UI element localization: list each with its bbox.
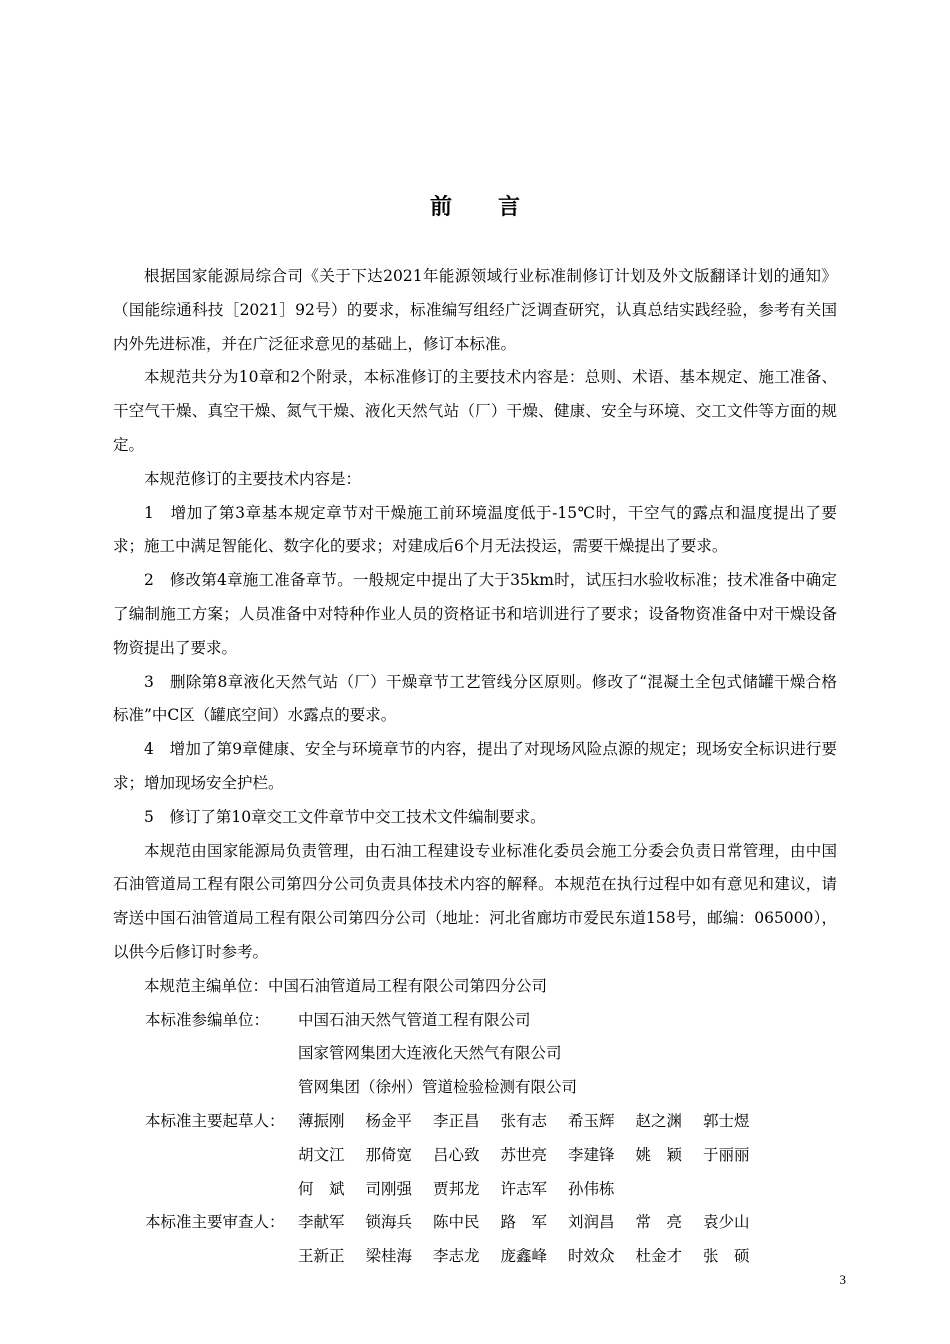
drafter-name: 贾邦龙 — [433, 1179, 480, 1198]
drafter-name: 李正昌 — [433, 1111, 480, 1130]
list-item: 1 增加了第3章基本规定章节对干燥施工前环境温度低于-15℃时，干空气的露点和温度提出了要求；施工中满足智能化、数字化的要求；对建成后6个月无法投运，需要干燥提出了要求。 — [113, 503, 837, 556]
drafters-list — [298, 1105, 837, 1206]
reviewer-name: 时效众 — [568, 1247, 615, 1266]
drafters-label: 本标准主要起草人： — [145, 1111, 285, 1130]
reviewers-list — [298, 1206, 837, 1274]
drafter-name: 苏世亮 — [500, 1145, 548, 1164]
page-title — [0, 190, 950, 221]
drafter-name: 姚 颖 — [635, 1145, 683, 1164]
reviewer-name: 常 亮 — [635, 1213, 683, 1232]
reviewer-name: 王新正 — [298, 1247, 345, 1266]
reviewers-label: 本标准主要审查人： — [145, 1213, 285, 1232]
drafter-name: 杨金平 — [365, 1111, 413, 1130]
chief-editor-unit: 本规范主编单位：中国石油管道局工程有限公司第四分公司 — [144, 976, 548, 995]
participating-unit: 管网集团（徐州）管道检验检测有限公司 — [298, 1078, 578, 1097]
document-body — [113, 260, 837, 1274]
reviewer-name: 张 硕 — [703, 1247, 750, 1266]
title-char-2: 言 — [498, 195, 521, 220]
drafters — [113, 1105, 837, 1206]
paragraph: 根据国家能源局综合司《关于下达2021年能源领域行业标准制修订计划及外文版翻译计划的通知》（国能综通科技［2021］92号）的要求，标准编写组经广泛调查研究，认真总结实践经验，参考有关国内外先进标准，并在广泛征求意见的基础上，修订本标准。 — [113, 267, 837, 353]
paragraph: 本规范修订的主要技术内容是： — [144, 469, 362, 488]
participating-units — [113, 1004, 837, 1105]
drafter-name: 胡文江 — [298, 1145, 345, 1164]
drafter-name: 薄振刚 — [298, 1111, 345, 1130]
reviewer-name: 刘润昌 — [568, 1213, 615, 1232]
participating-unit: 中国石油天然气管道工程有限公司 — [298, 1010, 531, 1029]
participating-label: 本标准参编单位： — [145, 1010, 270, 1029]
drafter-name: 司刚强 — [365, 1179, 413, 1198]
participating-unit: 国家管网集团大连液化天然气有限公司 — [298, 1044, 562, 1063]
reviewer-name: 梁桂海 — [365, 1247, 413, 1266]
reviewer-name: 庞鑫峰 — [500, 1247, 548, 1266]
list-item: 3 删除第8章液化天然气站（厂）干燥章节工艺管线分区原则。修改了“混凝土全包式储罐干燥合格标准”中C区（罐底空间）水露点的要求。 — [113, 672, 837, 725]
drafter-name: 那倚宽 — [365, 1145, 413, 1164]
reviewers — [113, 1206, 837, 1274]
list-item: 5 修订了第10章交工文件章节中交工技术文件编制要求。 — [144, 807, 546, 826]
drafter-name: 吕心致 — [433, 1145, 480, 1164]
drafter-name: 郭士煜 — [703, 1111, 750, 1130]
paragraph: 本规范共分为10章和2个附录，本标准修订的主要技术内容是：总则、术语、基本规定、施工准备、干空气干燥、真空干燥、氮气干燥、液化天然气站（厂）干燥、健康、安全与环境、交工文件等方面的规定。 — [113, 368, 837, 454]
drafter-name: 赵之渊 — [635, 1111, 683, 1130]
list-item: 2 修改第4章施工准备章节。一般规定中提出了大于35km时，试压扫水验收标准；技术准备中确定了编制施工方案；人员准备中对特种作业人员的资格证书和培训进行了要求；设备物资准备中对干燥设备物资提出了要求。 — [113, 571, 837, 657]
drafter-name: 张有志 — [500, 1111, 548, 1130]
title-char-1: 前 — [429, 195, 452, 220]
reviewer-name: 杜金才 — [635, 1247, 683, 1266]
reviewer-name: 锁海兵 — [365, 1213, 413, 1232]
reviewer-name: 陈中民 — [433, 1213, 480, 1232]
page-number: 3 — [839, 1272, 846, 1287]
drafter-name: 于丽丽 — [703, 1145, 750, 1164]
reviewer-name: 路 军 — [500, 1213, 548, 1232]
reviewer-name: 李献军 — [298, 1213, 345, 1232]
reviewer-name: 李志龙 — [433, 1247, 480, 1266]
drafter-name: 希玉辉 — [568, 1111, 615, 1130]
reviewer-name: 袁少山 — [703, 1213, 750, 1232]
drafter-name: 李建锋 — [568, 1145, 615, 1164]
list-item: 4 增加了第9章健康、安全与环境章节的内容，提出了对现场风险点源的规定；现场安全标识进行要求；增加现场安全护栏。 — [113, 740, 837, 792]
drafter-name: 许志军 — [500, 1179, 548, 1198]
drafter-name: 何 斌 — [298, 1179, 345, 1198]
drafter-name: 孙伟栋 — [568, 1179, 615, 1198]
paragraph: 本规范由国家能源局负责管理，由石油工程建设专业标准化委员会施工分委会负责日常管理，由中国石油管道局工程有限公司第四分公司负责具体技术内容的解释。本规范在执行过程中如有意见和建议，请寄送中国石油管道局工程有限公司第四分公司（地址：河北省廊坊市爱民东道158号，邮编：065000），以供今后修订时参考。 — [113, 841, 837, 961]
